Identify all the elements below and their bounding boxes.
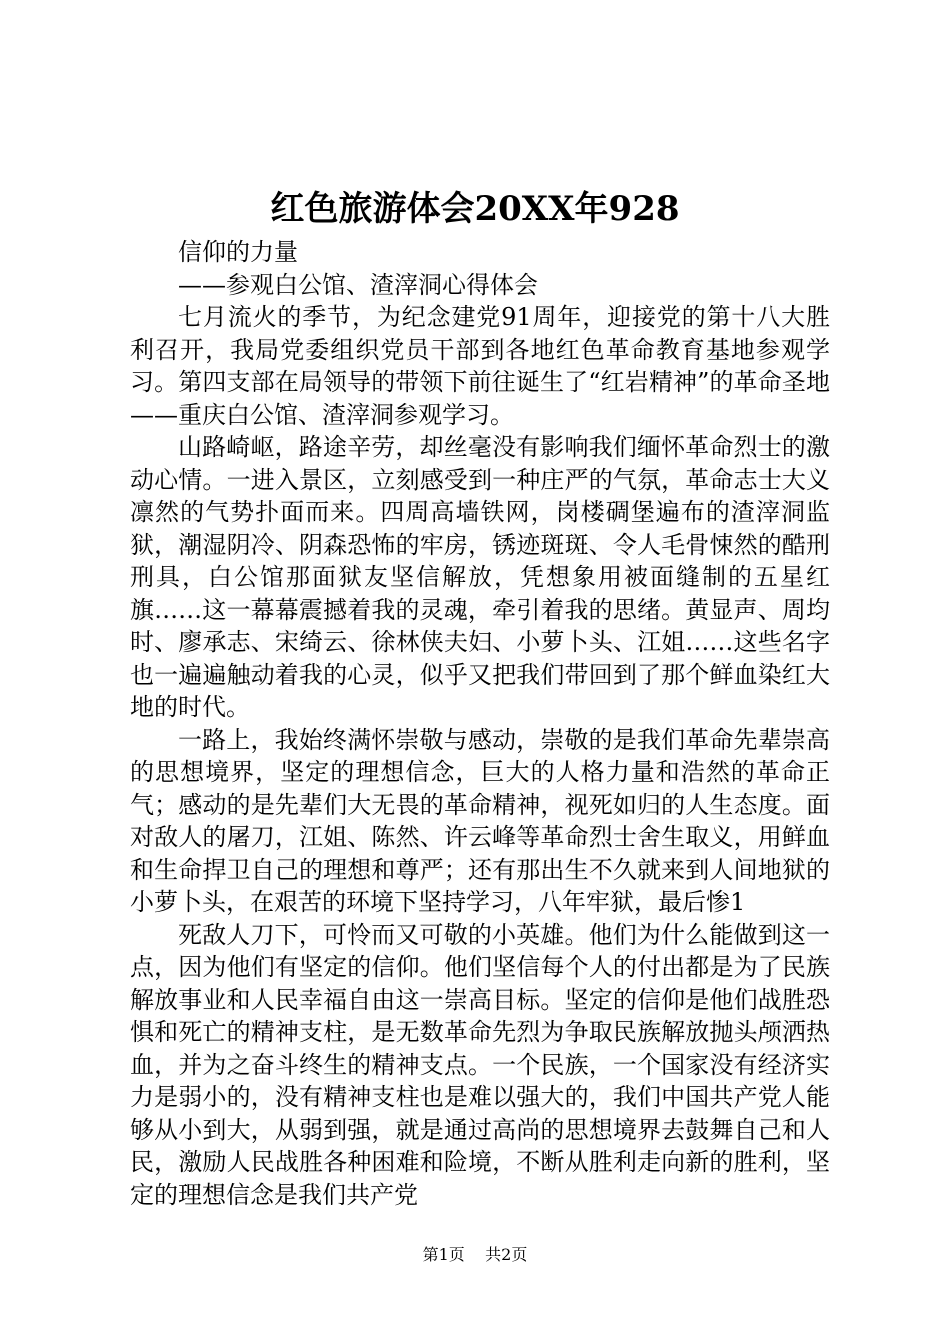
- paragraph: 山路崎岖，路途辛劳，却丝毫没有影响我们缅怀革命烈士的激动心情。一进入景区，立刻感受到一种庄严的气氛，革命志士大义凛然的气势扑面而来。四周高墙铁网，岗楼碉堡遍布的渣滓洞监狱，潮湿阴冷、阴森恐怖的牢房，锈迹斑斑、令人毛骨悚然的酷刑刑具，白公馆那面狱友坚信解放，凭想象用被面缝制的五星红旗……这一幕幕震撼着我的灵魂，牵引着我的思绪。黄显声、周均时、廖承志、宋绮云、徐林侠夫妇、小萝卜头、江姐……这些名字也一遍遍触动着我的心灵，似乎又把我们带回到了那个鲜血染红大地的时代。: [130, 433, 830, 721]
- paragraph: 七月流火的季节，为纪念建党91周年，迎接党的第十八大胜利召开，我局党委组织党员干部到各地红色革命教育基地参观学习。第四支部在局领导的带领下前往诞生了“红岩精神”的革命圣地——重庆白公馆、渣滓洞参观学习。: [130, 303, 830, 429]
- page-number-current: 第1页: [422, 1245, 465, 1264]
- paragraph: 死敌人刀下，可怜而又可敬的小英雄。他们为什么能做到这一点，因为他们有坚定的信仰。他们坚信每个人的付出都是为了民族解放事业和人民幸福自由这一崇高目标。坚定的信仰是他们战胜恐惧和死亡的精神支柱，是无数革命先烈为争取民族解放抛头颅洒热血，并为之奋斗终生的精神支点。一个民族，一个国家没有经济实力是弱小的，没有精神支柱也是难以强大的，我们中国共产党人能够从小到大，从弱到强，就是通过高尚的思想境界去鼓舞自己和人民，激励人民战胜各种困难和险境，不断从胜利走向新的胜利，坚定的理想信念是我们共产党: [130, 920, 830, 1209]
- page-footer: [0, 1245, 950, 1265]
- document-body: [130, 236, 830, 1211]
- paragraph-subheading: ——参观白公馆、渣滓洞心得体会: [178, 270, 538, 299]
- paragraph-subtitle: 信仰的力量: [178, 238, 298, 266]
- paragraph: 一路上，我始终满怀崇敬与感动，崇敬的是我们革命先辈崇高的思想境界，坚定的理想信念，巨大的人格力量和浩然的革命正气；感动的是先辈们大无畏的革命精神，视死如归的人生态度。面对敌人的屠刀，江姐、陈然、许云峰等革命烈士舍生取义，用鲜血和生命捍卫自己的理想和尊严；还有那出生不久就来到人间地狱的小萝卜头，在艰苦的环境下坚持学习，八年牢狱，最后惨1: [130, 725, 830, 916]
- document-title: 红色旅游体会20XX年928: [270, 189, 680, 229]
- page-number-total: 共2页: [485, 1245, 528, 1264]
